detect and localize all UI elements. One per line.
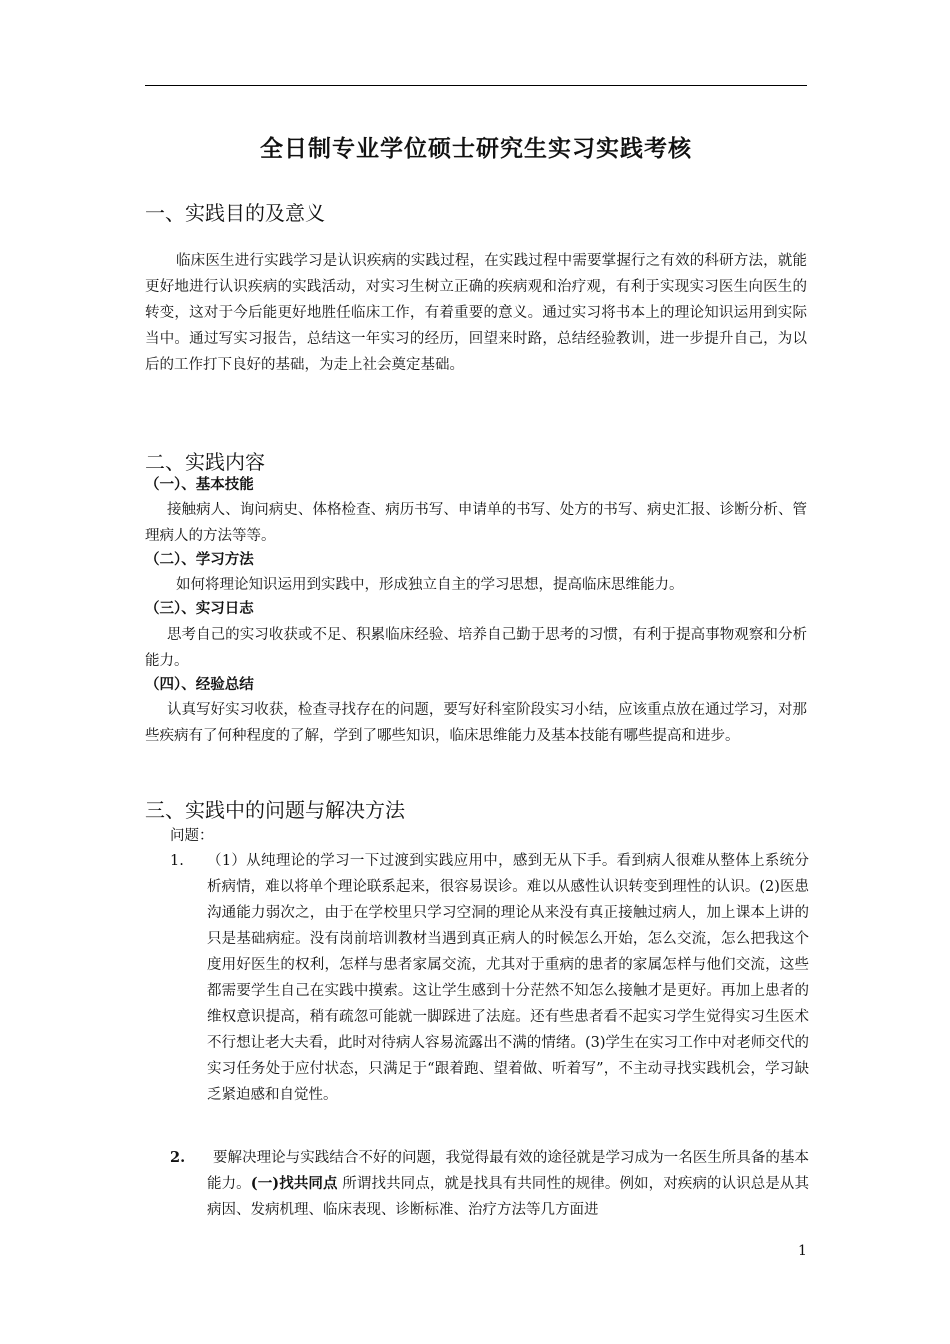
subsection-text: 接触病人、询问病史、体格检查、病历书写、申请单的书写、处方的书写、病史汇报、诊断分析、管理病人的方法等等。 — [145, 502, 807, 544]
page-number: 1 — [798, 1243, 807, 1259]
subsection-label: （二）、学习方法 — [145, 551, 254, 568]
list-item-number: 2. — [170, 1149, 186, 1166]
section2-heading: 二、实践内容 — [145, 450, 265, 474]
section3-heading: 三、实践中的问题与解决方法 — [145, 798, 405, 822]
item2-text-b: 所谓找共同点，就是找具有共同性的规律。例如，对疾病的认识总是从其病因、发病机理、临床表现、诊断标准、治疗方法等几方面进 — [207, 1176, 810, 1218]
item2-text-a: 要解决理论与实践结合不好的问题，我觉得最有效的途径就是学习成为一名医生所具备的基本能力。 — [207, 1150, 809, 1192]
section1-paragraph: 临床医生进行实践学习是认识疾病的实践过程，在实践过程中需要掌握行之有效的科研方法，就能更好地进行认识疾病的实践活动，对实习生树立正确的疾病观和治疗观，有利于实现实习医生向医生的转变，这对于今后能更好地胜任临床工作，有着重要的意义。通过实习将书本上的理论知识运用到实际当中。通过写实习报告，总结这一年实习的经历，回望来时路，总结经验教训，进一步提升自己，为以后的工作打下良好的基础，为走上社会奠定基础。 — [145, 253, 807, 373]
list-item-text — [207, 1145, 809, 1223]
header-rule — [145, 85, 807, 86]
section1-heading: 一、实践目的及意义 — [145, 201, 325, 225]
subsection-label: （一）、基本技能 — [145, 476, 254, 493]
subsection-text: 思考自己的实习收获或不足、积累临床经验、培养自己勤于思考的习惯，有利于提高事物观察和分析能力。 — [145, 627, 807, 669]
item2-bold-heading: (一)找共同点 — [250, 1175, 338, 1192]
subsection-label: （四）、经验总结 — [145, 676, 254, 693]
subsection-text: 认真写好实习收获，检查寻找存在的问题，要写好科室阶段实习小结，应该重点放在通过学习，对那些疾病有了何种程度的了解，学到了哪些知识，临床思维能力及基本技能有哪些提高和进步。 — [145, 702, 807, 744]
list-item-text: （1）从纯理论的学习一下过渡到实践应用中，感到无从下手。看到病人很难从整体上系统分析病情，难以将单个理论联系起来，很容易误诊。难以从感性认识转变到理性的认识。(2)医患沟通能力弱次之，由于在学校里只学习空洞的理论从来没有真正接触过病人，加上课本上讲的只是基础病症。没有岗前培训教材当遇到真正病人的时候怎么开始，怎么交流，怎么把我这个度用好医生的权利，怎样与患者家属交流，尤其对于重病的患者的家属怎样与他们交流，这些都需要学生自己在实践中摸索。这让学生感到十分茫然不知怎么接触才是更好。再加上患者的维权意识提高，稍有疏忽可能就一脚踩进了法庭。还有些患者看不起实习学生觉得实习生医术不行想让老大夫看，此时对待病人容易流露出不满的情绪。(3)学生在实习工作中对老师交代的实习任务处于应付状态，只满足于“跟着跑、望着做、听着写”，不主动寻找实践机会，学习缺乏紧迫感和自觉性。 — [207, 853, 809, 1103]
document-title: 全日制专业学位硕士研究生实习实践考核 — [260, 135, 692, 162]
list-item-number: 1. — [170, 853, 184, 869]
subsection-text: 如何将理论知识运用到实践中，形成独立自主的学习思想，提高临床思维能力。 — [176, 577, 684, 593]
problem-label: 问题： — [170, 828, 214, 844]
subsection-label: （三）、实习日志 — [145, 600, 254, 617]
